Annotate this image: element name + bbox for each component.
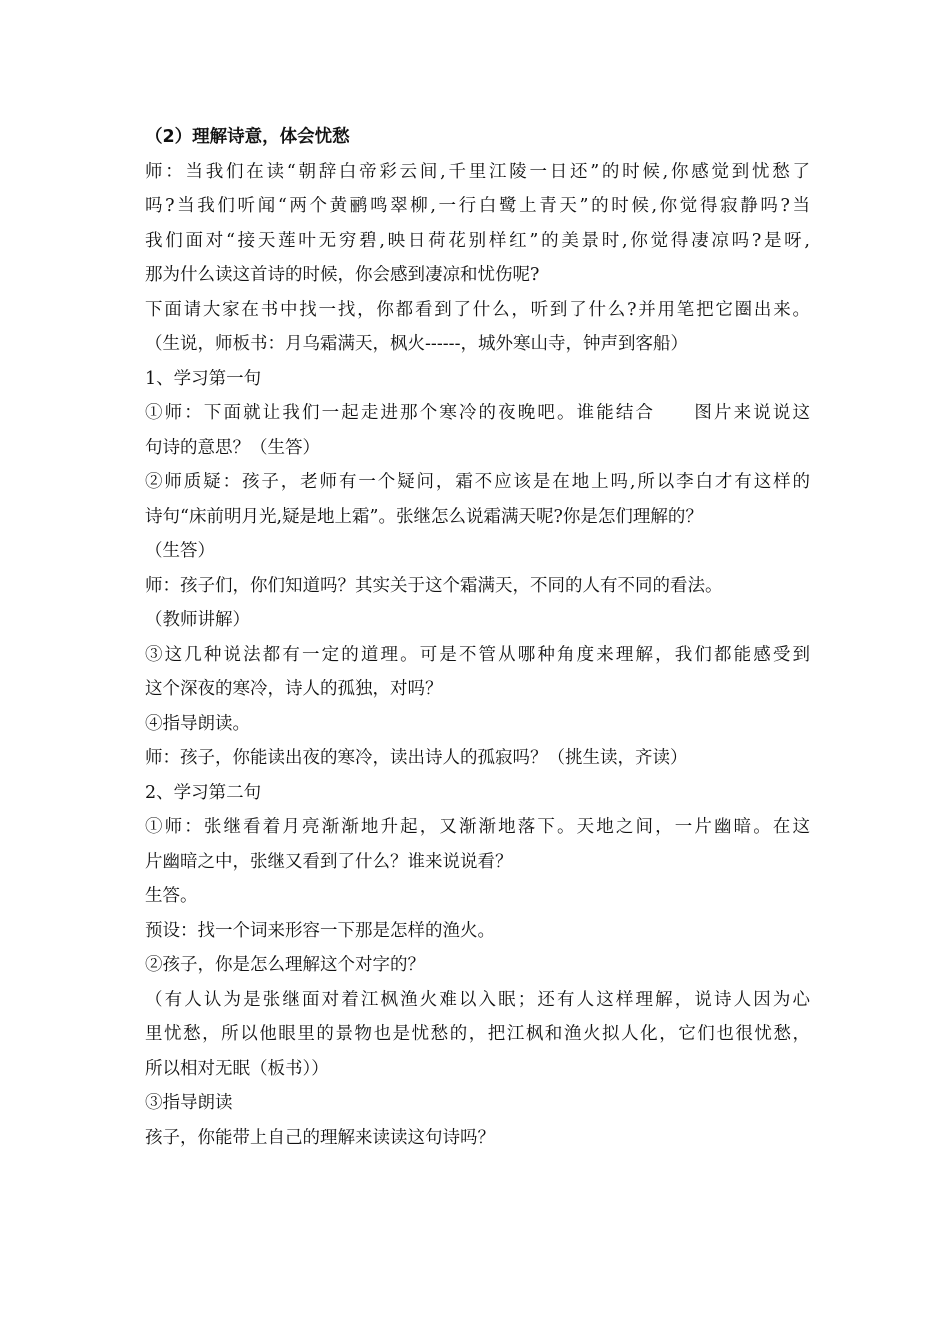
paragraph-line: 吗?当我们听闻“两个黄鹂鸣翠柳,一行白鹭上青天”的时候,你觉得寂静吗?当 [145, 196, 810, 216]
paragraph-line: 我们面对“接天莲叶无穷碧,映日荷花别样红”的美景时,你觉得凄凉吗?是呀, [145, 230, 810, 251]
paragraph-line: ③这几种说法都有一定的道理。可是不管从哪种角度来理解，我们都能感受到 [145, 644, 810, 665]
paragraph-line: （生答） [145, 541, 215, 561]
paragraph-line: 孩子，你能带上自己的理解来读读这句诗吗？ [145, 1127, 495, 1148]
paragraph-line: 里忧愁，所以他眼里的景物也是忧愁的，把江枫和渔火拟人化，它们也很忧愁， [145, 1024, 810, 1044]
paragraph-line: 片幽暗之中，张继又看到了什么？谁来说说看？ [145, 851, 513, 872]
paragraph-line: 师：孩子们，你们知道吗？其实关于这个霜满天，不同的人有不同的看法。 [145, 575, 723, 596]
subsection-heading: 2、学习第二句 [145, 782, 262, 803]
paragraph-line: 生答。 [145, 886, 198, 906]
paragraph-line: ②师质疑：孩子，老师有一个疑问，霜不应该是在地上吗,所以李白才有这样的 [145, 472, 810, 492]
subsection-heading: 1、学习第一句 [145, 368, 262, 389]
paragraph-line: 句诗的意思？（生答） [145, 437, 320, 458]
paragraph-line: （有人认为是张继面对着江枫渔火难以入眠；还有人这样理解，说诗人因为心 [145, 989, 810, 1010]
paragraph-line: 那为什么读这首诗的时候，你会感到凄凉和忧伤呢? [145, 265, 540, 285]
paragraph-line: 下面请大家在书中找一找，你都看到了什么，听到了什么?并用笔把它圈出来。 [145, 299, 810, 320]
paragraph-line: ③指导朗读 [145, 1093, 233, 1113]
paragraph-line: 这个深夜的寒冷，诗人的孤独，对吗？ [145, 679, 443, 699]
paragraph-line: ④指导朗读。 [145, 713, 250, 734]
paragraph-line: 诗句“床前明月光,疑是地上霜”。张继怎么说霜满天呢?你是怎们理解的？ [145, 506, 703, 527]
section-heading: （2）理解诗意，体会忧愁 [145, 127, 350, 147]
paragraph-line: ①师：张继看着月亮渐渐地升起，又渐渐地落下。天地之间，一片幽暗。在这 [145, 817, 810, 837]
document-body [145, 120, 810, 1155]
paragraph-line: （教师讲解） [145, 610, 250, 630]
paragraph-line: 预设：找一个词来形容一下那是怎样的渔火。 [145, 920, 495, 941]
paragraph-line: （生说，师板书：月乌霜满天，枫火------，城外寒山寺，钟声到客船） [145, 334, 688, 354]
paragraph-line: 师：孩子，你能读出夜的寒冷，读出诗人的孤寂吗？（挑生读，齐读） [145, 748, 688, 768]
paragraph-line: 所以相对无眠（板书）） [145, 1058, 329, 1079]
paragraph-line: ①师：下面就让我们一起走进那个寒冷的夜晚吧。谁能结合 图片来说说这 [145, 403, 810, 423]
paragraph-line: ②孩子，你是怎么理解这个对字的？ [145, 955, 425, 975]
paragraph-line: 师：当我们在读“朝辞白帝彩云间,千里江陵一日还”的时候,你感觉到忧愁了 [145, 161, 810, 182]
